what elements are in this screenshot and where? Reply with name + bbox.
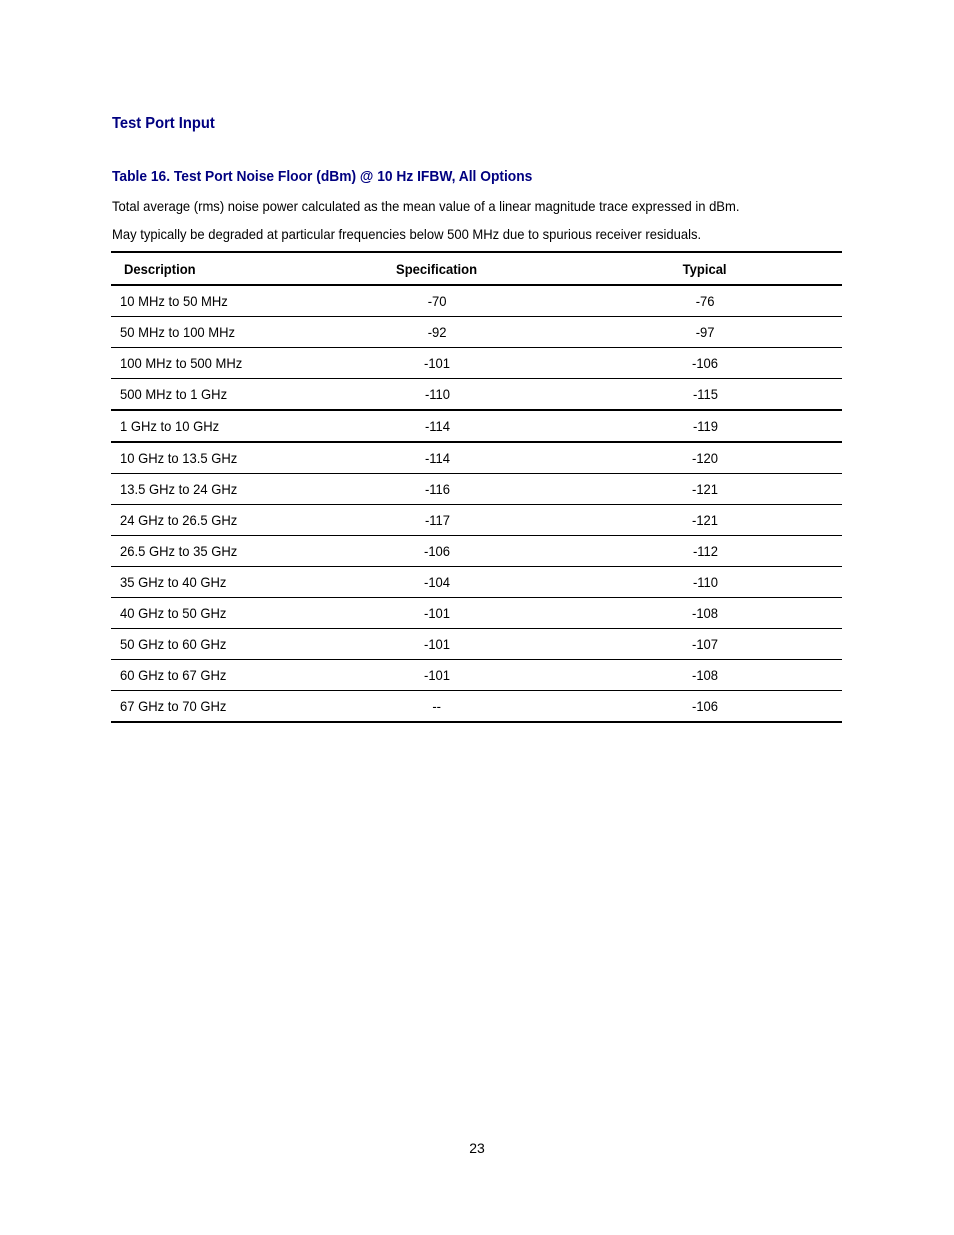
header-description: Description — [111, 252, 306, 285]
table-title: Table 16. Test Port Noise Floor (dBm) @ 10 Hz IFBW, All Options — [112, 168, 533, 185]
table-row — [111, 410, 842, 442]
table-note-rms: Total average (rms) noise power calculated as the mean value of a linear magnitude trace expressed in dBm. — [112, 198, 740, 214]
row-specification: -101 — [423, 355, 451, 371]
row-specification: -116 — [424, 481, 450, 497]
row-description: 1 GHz to 10 GHz — [120, 418, 220, 434]
table-row — [111, 505, 842, 536]
row-typical: -120 — [691, 450, 719, 466]
table-row — [111, 660, 842, 691]
row-description: 40 GHz to 50 GHz — [120, 605, 227, 621]
row-typical: -115 — [692, 386, 718, 402]
row-description: 60 GHz to 67 GHz — [120, 667, 227, 683]
row-description: 24 GHz to 26.5 GHz — [120, 512, 238, 528]
table-row — [111, 691, 842, 723]
row-typical: -76 — [695, 293, 715, 309]
row-description: 26.5 GHz to 35 GHz — [120, 543, 238, 559]
table-row — [111, 348, 842, 379]
table-row — [111, 629, 842, 660]
row-specification: -101 — [423, 636, 451, 652]
table-note-spurious: May typically be degraded at particular frequencies below 500 MHz due to spurious receiver residuals. — [112, 226, 702, 242]
row-typical: -121 — [691, 481, 719, 497]
table-row — [111, 598, 842, 629]
page-number: 23 — [469, 1140, 485, 1156]
row-description: 10 GHz to 13.5 GHz — [120, 450, 238, 466]
row-specification: -117 — [424, 512, 450, 528]
table-row — [111, 567, 842, 598]
row-description: 50 GHz to 60 GHz — [120, 636, 227, 652]
row-description: 50 MHz to 100 MHz — [120, 324, 236, 340]
row-specification: -110 — [424, 386, 450, 402]
table-header-row — [111, 252, 842, 285]
table-row — [111, 536, 842, 567]
row-typical: -106 — [691, 698, 719, 714]
table-row — [111, 317, 842, 348]
row-specification: -70 — [427, 293, 447, 309]
row-typical: -112 — [692, 543, 718, 559]
row-specification: -114 — [424, 450, 450, 466]
row-specification: -104 — [423, 574, 451, 590]
table-row — [111, 285, 842, 317]
row-description: 67 GHz to 70 GHz — [120, 698, 227, 714]
row-typical: -119 — [692, 418, 718, 434]
row-specification: -101 — [423, 667, 451, 683]
row-specification: -101 — [423, 605, 451, 621]
section-heading: Test Port Input — [112, 115, 215, 132]
row-typical: -108 — [691, 605, 719, 621]
row-typical: -110 — [692, 574, 718, 590]
row-specification: -- — [432, 698, 442, 714]
row-description: 100 MHz to 500 MHz — [120, 355, 243, 371]
row-description: 13.5 GHz to 24 GHz — [120, 481, 238, 497]
row-typical: -97 — [695, 324, 715, 340]
row-typical: -121 — [691, 512, 719, 528]
table-row — [111, 442, 842, 474]
header-typical: Typical — [568, 252, 842, 285]
row-typical: -106 — [691, 355, 719, 371]
row-specification: -106 — [423, 543, 451, 559]
row-specification: -92 — [427, 324, 447, 340]
row-typical: -108 — [691, 667, 719, 683]
noise-floor-table — [111, 251, 842, 723]
row-description: 10 MHz to 50 MHz — [120, 293, 228, 309]
row-typical: -107 — [691, 636, 719, 652]
row-description: 500 MHz to 1 GHz — [120, 386, 228, 402]
row-specification: -114 — [424, 418, 450, 434]
header-specification: Specification — [306, 252, 568, 285]
table-row — [111, 474, 842, 505]
row-description: 35 GHz to 40 GHz — [120, 574, 227, 590]
table-row — [111, 379, 842, 411]
